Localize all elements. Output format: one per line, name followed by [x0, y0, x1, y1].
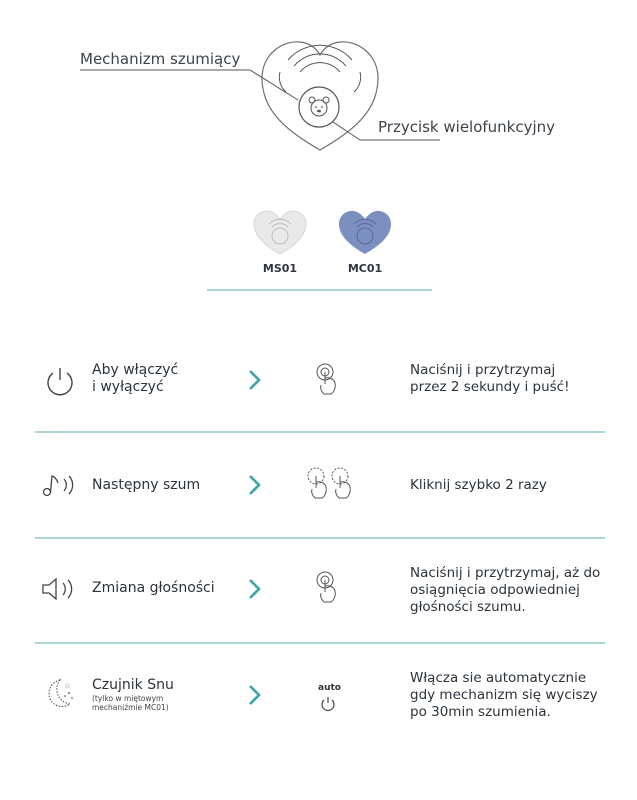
row-volume-desc: Naciśnij i przytrzymaj, aż do osiągnięcia odpowiedniej głośności szumu.	[410, 565, 601, 615]
button-label: Przycisk wielofunkcyjny	[378, 118, 556, 136]
ms01-heart-icon	[250, 210, 310, 256]
tap-hold-icon	[312, 568, 346, 606]
model-mc01-label: MC01	[347, 262, 383, 275]
auto-power-icon	[319, 695, 337, 713]
row-divider-1	[35, 431, 605, 433]
model-ms01-label: MS01	[262, 262, 298, 275]
mechanism-label: Mechanizm szumiący	[80, 50, 241, 68]
sensor-note: (tylko w miętowym mechaniźmie MC01)	[92, 694, 169, 712]
row-power-name: Aby włączyć i wyłączyć	[92, 362, 179, 395]
chevron-right-icon	[246, 368, 264, 392]
chevron-right-icon	[246, 473, 264, 497]
row-divider-3	[35, 642, 605, 644]
row-divider-2	[35, 537, 605, 539]
row-volume-name: Zmiana głośności	[92, 580, 215, 596]
chevron-right-icon	[246, 683, 264, 707]
music-sound-icon	[40, 471, 80, 499]
models-divider	[207, 289, 432, 291]
row-power-desc: Naciśnij i przytrzymaj przez 2 sekundy i puść!	[410, 362, 570, 395]
power-icon	[44, 365, 76, 397]
chevron-right-icon	[246, 577, 264, 601]
row-sensor-desc: Włącza sie automatycznie gdy mechanizm się wyciszy po 30min szumienia.	[410, 670, 598, 720]
row-next-desc: Kliknij szybko 2 razy	[410, 477, 547, 493]
double-tap-icon	[303, 464, 361, 504]
mc01-heart-icon	[335, 210, 395, 256]
mechanism-diagram	[0, 0, 637, 170]
svg-text:☆: ☆	[64, 682, 71, 690]
auto-label: auto	[318, 683, 341, 693]
tap-hold-icon	[312, 360, 346, 398]
moon-stars-icon	[42, 675, 78, 711]
volume-icon	[40, 575, 82, 603]
multifunction-button-icon	[299, 87, 339, 127]
row-next-name: Następny szum	[92, 477, 201, 493]
row-sensor-name: Czujnik Snu (tylko w miętowym mechaniźmie MC01)	[92, 677, 174, 712]
